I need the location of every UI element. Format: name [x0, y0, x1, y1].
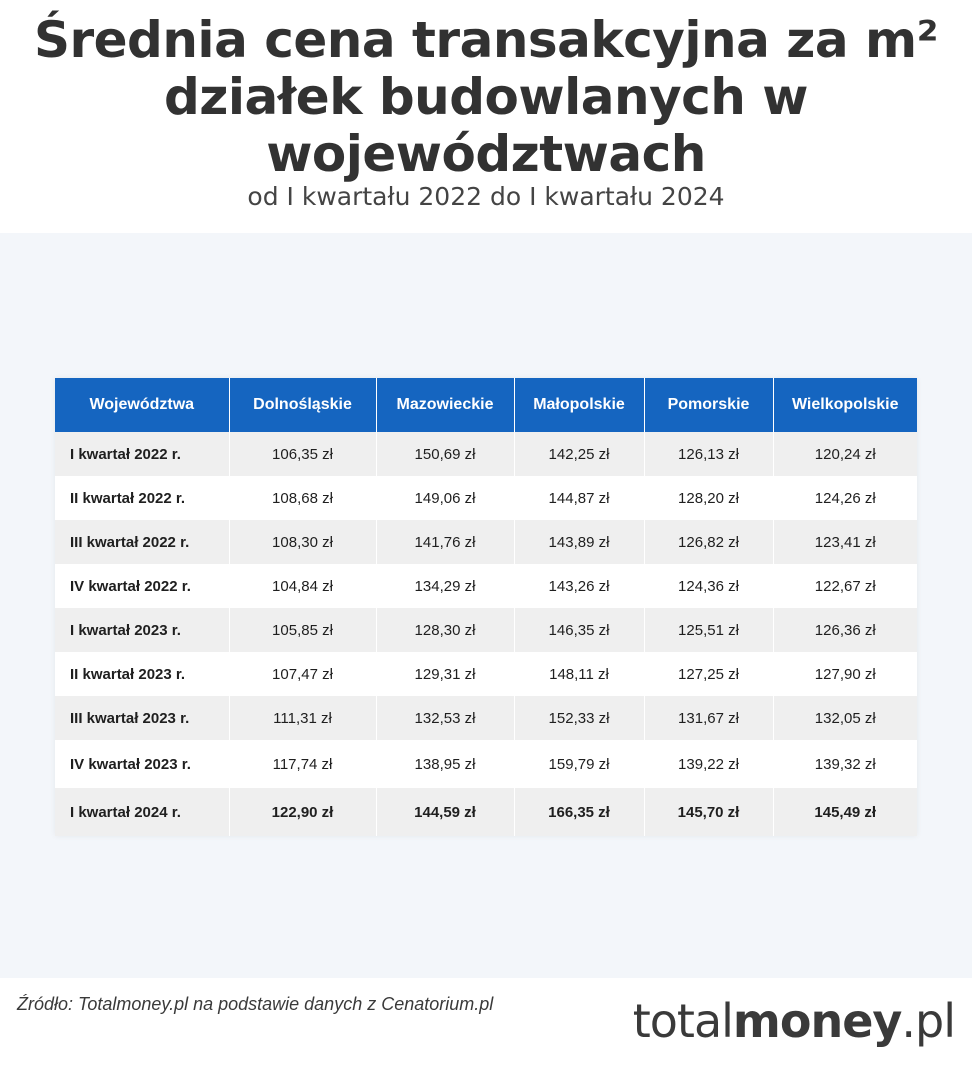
table-row: [55, 788, 917, 836]
malopolskie-cell: 166,35 zł: [514, 788, 644, 836]
mazowieckie-cell: 149,06 zł: [376, 476, 514, 520]
table-row: [55, 740, 917, 788]
wielkopolskie-cell: 139,32 zł: [773, 740, 917, 788]
dolnoslaskie-cell: 108,68 zł: [229, 476, 376, 520]
wielkopolskie-cell: 123,41 zł: [773, 520, 917, 564]
logo-part-bold: money: [732, 994, 902, 1048]
table-row: [55, 696, 917, 740]
column-header-pomorskie: Pomorskie: [644, 378, 773, 432]
quarter-cell: I kwartał 2022 r.: [55, 432, 229, 476]
mazowieckie-cell: 128,30 zł: [376, 608, 514, 652]
dolnoslaskie-cell: 117,74 zł: [229, 740, 376, 788]
wielkopolskie-cell: 120,24 zł: [773, 432, 917, 476]
dolnoslaskie-cell: 111,31 zł: [229, 696, 376, 740]
footer: [0, 978, 972, 1080]
quarter-cell: I kwartał 2023 r.: [55, 608, 229, 652]
pomorskie-cell: 131,67 zł: [644, 696, 773, 740]
pomorskie-cell: 125,51 zł: [644, 608, 773, 652]
column-header-region: Województwa: [55, 378, 229, 432]
mazowieckie-cell: 132,53 zł: [376, 696, 514, 740]
quarter-cell: IV kwartał 2022 r.: [55, 564, 229, 608]
table-row: [55, 476, 917, 520]
table-row: [55, 564, 917, 608]
mazowieckie-cell: 129,31 zł: [376, 652, 514, 696]
table-row: [55, 652, 917, 696]
pomorskie-cell: 126,82 zł: [644, 520, 773, 564]
quarter-cell: I kwartał 2024 r.: [55, 788, 229, 836]
table-row: [55, 432, 917, 476]
wielkopolskie-cell: 132,05 zł: [773, 696, 917, 740]
pomorskie-cell: 145,70 zł: [644, 788, 773, 836]
malopolskie-cell: 144,87 zł: [514, 476, 644, 520]
wielkopolskie-cell: 127,90 zł: [773, 652, 917, 696]
source-note: Źródło: Totalmoney.pl na podstawie danych z Cenatorium.pl: [17, 994, 494, 1014]
wielkopolskie-cell: 122,67 zł: [773, 564, 917, 608]
totalmoney-logo: [633, 994, 955, 1048]
table-header-row: [55, 378, 917, 432]
malopolskie-cell: 152,33 zł: [514, 696, 644, 740]
pomorskie-cell: 127,25 zł: [644, 652, 773, 696]
pomorskie-cell: 126,13 zł: [644, 432, 773, 476]
table-row: [55, 520, 917, 564]
wielkopolskie-cell: 145,49 zł: [773, 788, 917, 836]
column-header-dolnoslaskie: Dolnośląskie: [229, 378, 376, 432]
dolnoslaskie-cell: 106,35 zł: [229, 432, 376, 476]
page-subtitle: od I kwartału 2022 do I kwartału 2024: [247, 182, 725, 211]
malopolskie-cell: 143,89 zł: [514, 520, 644, 564]
table-row: [55, 608, 917, 652]
column-header-mazowieckie: Mazowieckie: [376, 378, 514, 432]
pomorskie-cell: 128,20 zł: [644, 476, 773, 520]
malopolskie-cell: 142,25 zł: [514, 432, 644, 476]
pomorskie-cell: 124,36 zł: [644, 564, 773, 608]
dolnoslaskie-cell: 122,90 zł: [229, 788, 376, 836]
quarter-cell: II kwartał 2023 r.: [55, 652, 229, 696]
logo-part-suffix: .pl: [901, 994, 955, 1048]
mazowieckie-cell: 144,59 zł: [376, 788, 514, 836]
malopolskie-cell: 143,26 zł: [514, 564, 644, 608]
dolnoslaskie-cell: 104,84 zł: [229, 564, 376, 608]
page-title: Średnia cena transakcyjna za m² działek budowlanych w województwach: [33, 11, 939, 183]
quarter-cell: II kwartał 2022 r.: [55, 476, 229, 520]
pomorskie-cell: 139,22 zł: [644, 740, 773, 788]
quarter-cell: IV kwartał 2023 r.: [55, 740, 229, 788]
malopolskie-cell: 159,79 zł: [514, 740, 644, 788]
malopolskie-cell: 146,35 zł: [514, 608, 644, 652]
price-table: [55, 378, 917, 836]
table-panel: [0, 233, 972, 978]
quarter-cell: III kwartał 2022 r.: [55, 520, 229, 564]
quarter-cell: III kwartał 2023 r.: [55, 696, 229, 740]
wielkopolskie-cell: 126,36 zł: [773, 608, 917, 652]
dolnoslaskie-cell: 105,85 zł: [229, 608, 376, 652]
dolnoslaskie-cell: 107,47 zł: [229, 652, 376, 696]
header: [0, 0, 972, 233]
mazowieckie-cell: 141,76 zł: [376, 520, 514, 564]
mazowieckie-cell: 138,95 zł: [376, 740, 514, 788]
column-header-wielkopolskie: Wielkopolskie: [773, 378, 917, 432]
column-header-malopolskie: Małopolskie: [514, 378, 644, 432]
wielkopolskie-cell: 124,26 zł: [773, 476, 917, 520]
logo-part-light: total: [632, 994, 733, 1048]
dolnoslaskie-cell: 108,30 zł: [229, 520, 376, 564]
mazowieckie-cell: 150,69 zł: [376, 432, 514, 476]
malopolskie-cell: 148,11 zł: [514, 652, 644, 696]
mazowieckie-cell: 134,29 zł: [376, 564, 514, 608]
